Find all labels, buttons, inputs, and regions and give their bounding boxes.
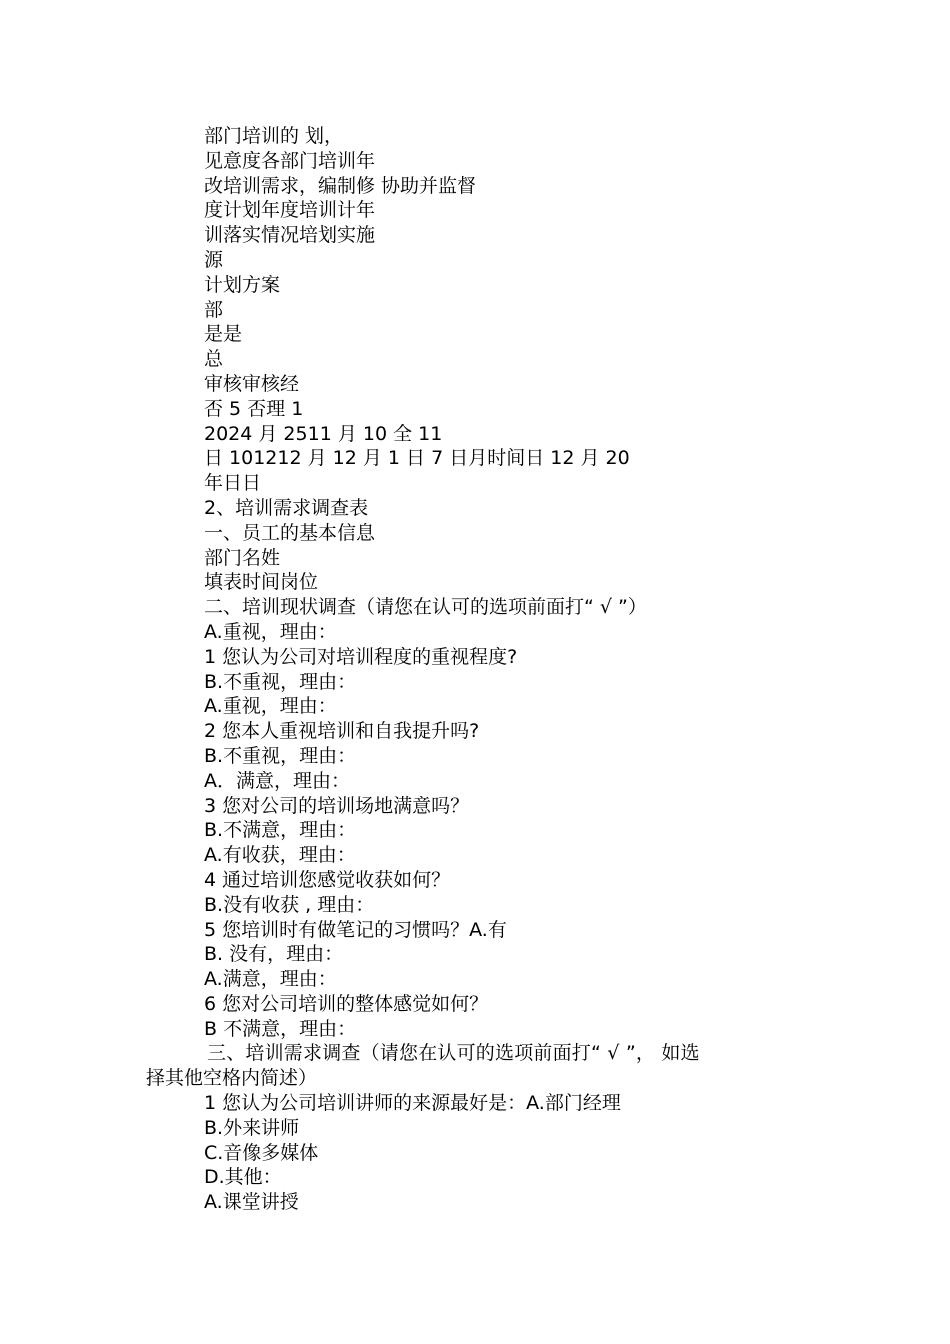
survey-question: 1 您认为公司培训讲师的来源最好是：A.部门经理 bbox=[204, 1092, 621, 1115]
survey-option: A.课堂讲授 bbox=[204, 1191, 299, 1214]
text-line: 部门培训的 划， bbox=[204, 125, 344, 147]
survey-question: 5 您培训时有做笔记的习惯吗？A.有 bbox=[204, 918, 507, 941]
survey-question: 1 您认为公司对培训程度的重视程度? bbox=[204, 645, 518, 668]
text-line: 部门名姓 bbox=[204, 546, 281, 569]
text-line: 训落实情况培划实施 bbox=[204, 224, 376, 247]
survey-question: 6 您对公司培训的整体感觉如何？ bbox=[204, 992, 489, 1015]
text-line: 填表时间岗位 bbox=[204, 571, 319, 594]
text-line: 源 bbox=[204, 248, 224, 271]
survey-option: B 不满意，理由： bbox=[204, 1017, 357, 1040]
text-line: 度计划年度培训计年 bbox=[204, 199, 376, 222]
section-heading: 二、培训现状调查（请您在认可的选项前面打“ √ ”） bbox=[204, 596, 647, 619]
survey-option: B.外来讲师 bbox=[204, 1116, 300, 1139]
section-heading-continued: 择其他空格内简述） bbox=[146, 1067, 318, 1090]
text-line: 总 bbox=[204, 348, 224, 371]
survey-option: A.重视，理由： bbox=[204, 695, 337, 718]
survey-option: B.不满意，理由： bbox=[204, 819, 357, 842]
section-heading: 三、培训需求调查（请您在认可的选项前面打“ √ ”， 如选 bbox=[207, 1042, 700, 1065]
survey-question: 4 通过培训您感觉收获如何？ bbox=[204, 868, 451, 891]
survey-question: 3 您对公司的培训场地满意吗？ bbox=[204, 794, 470, 817]
text-line: 否 5 否理 1 bbox=[204, 397, 304, 420]
section-heading: 2、培训需求调查表 bbox=[204, 496, 369, 519]
survey-option: A．满意，理由： bbox=[204, 769, 350, 792]
survey-option: B.不重视，理由： bbox=[204, 670, 357, 693]
text-line: 2024 月 2511 月 10 全 11 bbox=[204, 422, 443, 445]
text-line: 部 bbox=[204, 298, 224, 321]
survey-option: B. 没有，理由： bbox=[204, 943, 344, 966]
survey-option: C.音像多媒体 bbox=[204, 1141, 319, 1164]
survey-option: D.其他： bbox=[204, 1166, 282, 1189]
section-heading: 一、员工的基本信息 bbox=[204, 521, 376, 544]
survey-option: A.满意，理由： bbox=[204, 968, 337, 991]
text-line: 计划方案 bbox=[204, 273, 281, 296]
document-body bbox=[146, 124, 814, 1215]
text-line: 是是 bbox=[204, 323, 243, 346]
text-line: 日 101212 月 12 月 1 日 7 日月时间日 12 月 20 bbox=[204, 447, 630, 470]
survey-option: A.有收获，理由： bbox=[204, 844, 356, 867]
text-line: 见意度各部门培训年 bbox=[204, 149, 376, 172]
survey-option: B.没有收获 , 理由： bbox=[204, 893, 375, 916]
survey-option: B.不重视，理由： bbox=[204, 744, 357, 767]
survey-option: A.重视，理由： bbox=[204, 620, 337, 643]
text-line: 年日日 bbox=[204, 472, 262, 495]
text-line: 审核审核经 bbox=[204, 372, 300, 395]
survey-question: 2 您本人重视培训和自我提升吗? bbox=[204, 720, 480, 743]
text-line: 改培训需求，编制修 协助并监督 bbox=[204, 174, 477, 197]
